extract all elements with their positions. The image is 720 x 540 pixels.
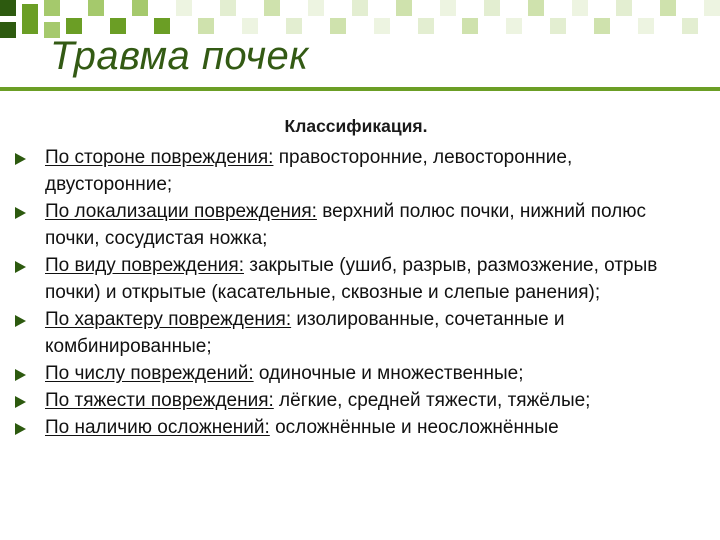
item-text: лёгкие, средней тяжести, тяжёлые; (273, 390, 591, 411)
item-term: По наличию осложнений: (45, 417, 270, 438)
item-text: правосторонние, левосторонние, двусторонние; (45, 147, 573, 195)
list-item (0, 144, 720, 198)
bullet-icon (15, 153, 26, 165)
list-item (0, 198, 720, 252)
decorative-square (22, 4, 38, 20)
decorative-square (330, 18, 346, 34)
bullet-icon (15, 369, 26, 381)
decorative-square (440, 0, 456, 16)
decorative-square (264, 0, 280, 16)
decorative-square (286, 18, 302, 34)
list-item (0, 414, 720, 441)
decorative-square (0, 0, 16, 16)
decorative-square (396, 0, 412, 16)
item-term: По характеру повреждения: (45, 309, 292, 330)
list-item (0, 387, 720, 414)
list-item (0, 252, 720, 306)
decorative-square (704, 0, 720, 16)
item-text: закрытые (ушиб, разрыв, размозжение, отрыв почки) и открытые (касательные, сквозные и слепые ранения); (45, 255, 658, 303)
decorative-square (484, 0, 500, 16)
section-subtitle: Классификация. (284, 116, 428, 136)
item-term: По числу повреждений: (45, 363, 254, 384)
decorative-square (660, 0, 676, 16)
decorative-square (638, 18, 654, 34)
bullet-icon (15, 207, 26, 219)
decorative-square (594, 18, 610, 34)
decorative-square (308, 0, 324, 16)
list-item (0, 306, 720, 360)
decorative-square (22, 18, 38, 34)
item-term: По стороне повреждения: (45, 147, 274, 168)
bullet-icon (15, 315, 26, 327)
classification-list (0, 144, 720, 441)
decorative-square (506, 18, 522, 34)
decorative-square (176, 0, 192, 16)
decorative-square (528, 0, 544, 16)
item-text: изолированные, сочетанные и комбинированные; (45, 309, 565, 357)
decorative-square (44, 0, 60, 16)
decorative-square (418, 18, 434, 34)
decorative-square (0, 22, 16, 38)
item-text: осложнённые и неосложнённые (269, 417, 559, 438)
decorative-square (550, 18, 566, 34)
decorative-square (220, 0, 236, 16)
item-text: верхний полюс почки, нижний полюс почки, сосудистая ножка; (45, 201, 646, 249)
decorative-square (374, 18, 390, 34)
bullet-icon (15, 396, 26, 408)
decorative-square (352, 0, 368, 16)
decorative-square (242, 18, 258, 34)
decorative-square (132, 0, 148, 16)
list-item (0, 360, 720, 387)
decorative-square (110, 18, 126, 34)
item-term: По виду повреждения: (45, 255, 244, 276)
decorative-square (88, 0, 104, 16)
item-term: По тяжести повреждения: (45, 390, 274, 411)
bullet-icon (15, 423, 26, 435)
title-divider (0, 87, 720, 91)
item-text: одиночные и множественные; (253, 363, 524, 384)
decorative-square (462, 18, 478, 34)
decorative-square (198, 18, 214, 34)
slide-title: Травма почек (50, 34, 309, 78)
decorative-square (572, 0, 588, 16)
decorative-square (154, 18, 170, 34)
bullet-icon (15, 261, 26, 273)
decorative-square (682, 18, 698, 34)
decorative-square (616, 0, 632, 16)
decorative-square (66, 18, 82, 34)
item-term: По локализации повреждения: (45, 201, 317, 222)
